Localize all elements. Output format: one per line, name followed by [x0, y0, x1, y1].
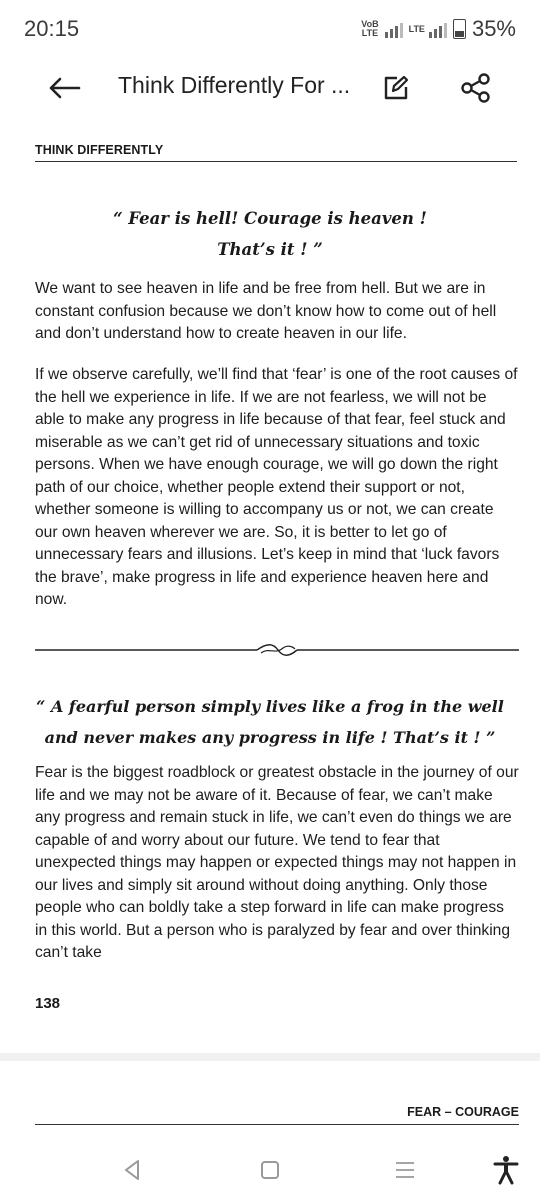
square-home-icon	[259, 1159, 281, 1181]
quote-2: “ A fearful person simply lives like a frog in the well and never makes any progress in life ! That’s it ! ”	[36, 697, 504, 747]
lte-label: LTE	[408, 24, 425, 34]
signal-icon-2	[429, 20, 447, 38]
status-bar	[0, 0, 540, 60]
nav-back-button[interactable]	[112, 1152, 152, 1188]
nav-recents-button[interactable]	[385, 1152, 425, 1188]
edit-button[interactable]	[378, 70, 414, 106]
battery-percent: 35%	[471, 16, 516, 41]
app-bar	[0, 60, 540, 116]
triangle-back-icon	[121, 1158, 143, 1182]
menu-lines-icon	[394, 1159, 416, 1181]
chapter-header: THINK DIFFERENTLY	[35, 143, 164, 157]
ornament-divider	[35, 640, 519, 662]
share-icon	[460, 72, 492, 104]
edit-icon	[382, 74, 410, 102]
next-page-header: FEAR – COURAGE	[407, 1105, 519, 1119]
back-button[interactable]	[44, 70, 84, 106]
battery-icon	[453, 19, 466, 39]
quote-1: “ Fear is hell! Courage is heaven ! That’s it ! ”	[113, 209, 427, 259]
status-time: 20:15	[24, 16, 80, 41]
share-button[interactable]	[456, 70, 496, 106]
paragraph-2: If we observe carefully, we’ll find that ‘fear’ is one of the root causes of the hell we experience in life. If we are not fearless, we will not be able to make any progress in life because of that fear, feel stuck and miserable as we can’t get rid of unnecessary situations and toxic persons. When we have enough courage, we will go down the right path of our choice, whether people extend their support or not, whether someone is willing to accompany us or not, we can create our own heaven wherever we are. So, it is better to let go of unnecessary fears and illusions. Let’s keep in mind that ‘luck favors the brave’, make progress in life and experience heaven here and now.	[35, 366, 518, 608]
nav-home-button[interactable]	[250, 1152, 290, 1188]
book-page[interactable]	[0, 130, 540, 1050]
status-icons	[361, 16, 516, 42]
signal-icon	[385, 20, 403, 38]
accessibility-icon	[493, 1155, 519, 1185]
header-rule	[35, 161, 517, 162]
page-gap	[0, 1053, 540, 1061]
arrow-left-icon	[47, 76, 81, 100]
page-number: 138	[35, 995, 61, 1012]
network-indicator: VoB LTE	[361, 19, 379, 38]
next-page-rule	[35, 1124, 519, 1125]
paragraph-1: We want to see heaven in life and be free from hell. But we are in constant confusion because we don’t know how to come out of hell and don’t understand how to create heaven in our life.	[35, 280, 497, 342]
paragraph-3: Fear is the biggest roadblock or greatest obstacle in the journey of our life and we may not be aware of it. Because of fear, we can’t make any progress and remain stuck in life, we can’t even do things we are capable of and worry about our future. We tend to fear that unexpected things may happen or expected things may not happen in our lives and simply sit around without doing anything. Only those people who can boldly take a step forward in life can make progress in this world. But a person who is paralyzed by fear and over thinking can’t take	[35, 764, 519, 961]
document-title: Think Differently For ...	[118, 72, 351, 98]
accessibility-button[interactable]	[486, 1152, 526, 1188]
system-nav-bar	[0, 1140, 540, 1200]
